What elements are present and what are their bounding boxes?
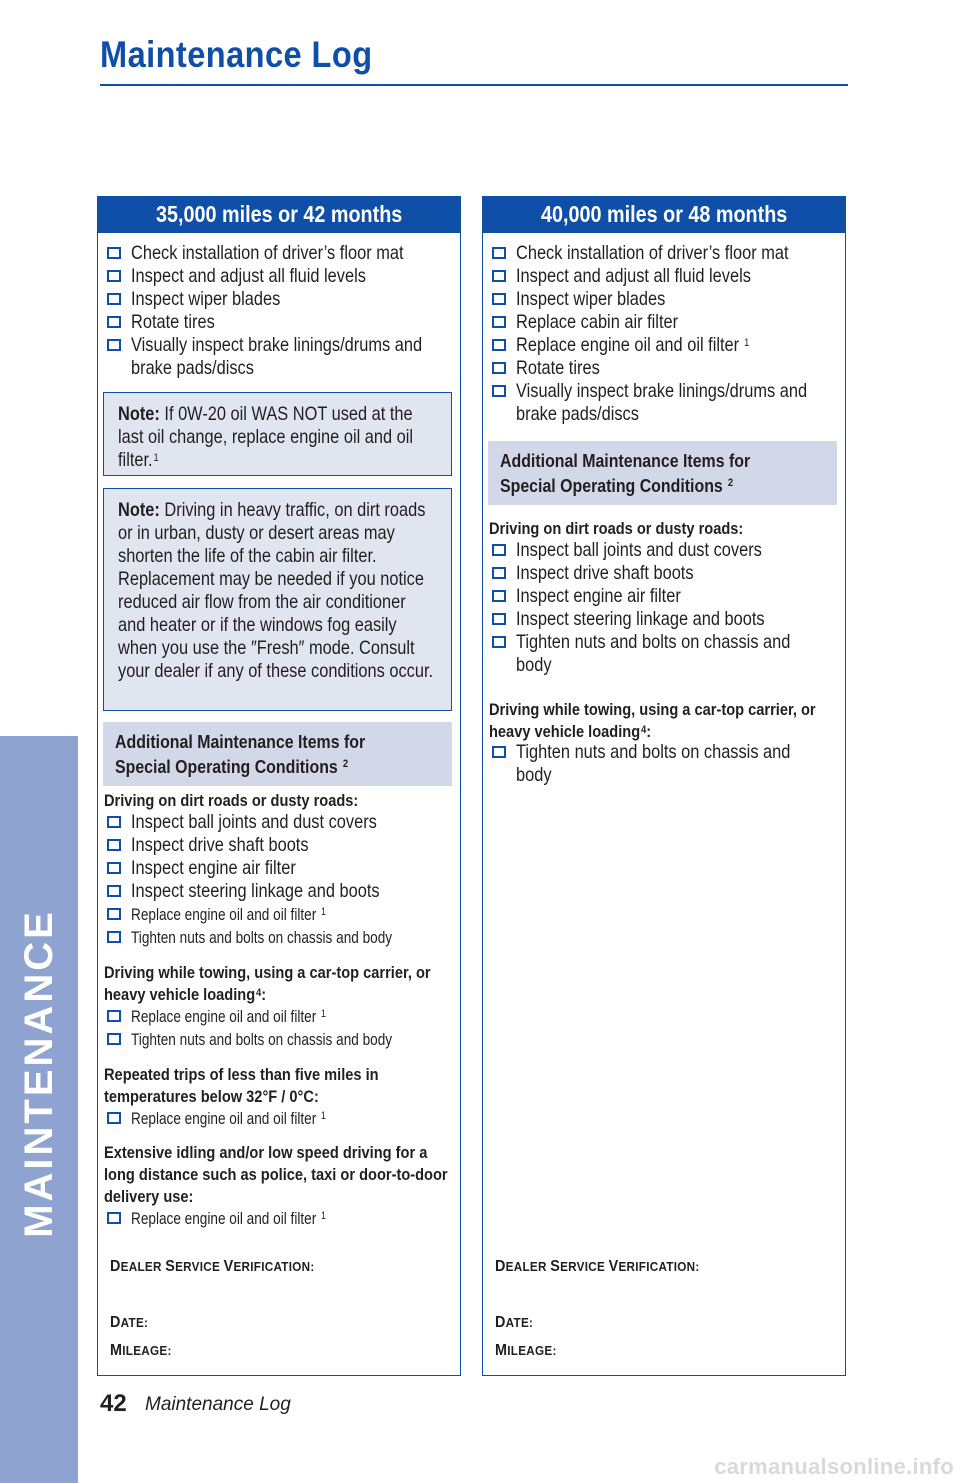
- towing-heading: Driving while towing, using a car-top carrier, or heavy vehicle loading$^4$:: [489, 700, 816, 741]
- checkbox[interactable]: [492, 247, 506, 259]
- checklist-item: Replace engine oil and oil filter $^1$: [105, 1207, 456, 1230]
- checklist: [490, 242, 841, 426]
- checklist-item-continued: body: [516, 654, 552, 676]
- watermark: carmanualsonline.info: [714, 1454, 954, 1479]
- checklist-item: Tighten nuts and bolts on chassis and: [490, 631, 841, 654]
- checklist-item: Replace engine oil and oil filter $^1$: [490, 334, 841, 357]
- checklist-item: Tighten nuts and bolts on chassis and body: [105, 926, 456, 949]
- checkbox[interactable]: [492, 636, 506, 648]
- checkbox[interactable]: [107, 339, 121, 351]
- checkbox[interactable]: [107, 293, 121, 305]
- side-tab-label: MAINTENANCE: [16, 909, 61, 1238]
- checkbox[interactable]: [107, 270, 121, 282]
- checkbox[interactable]: [107, 839, 121, 851]
- checklist-item: Inspect drive shaft boots: [105, 834, 456, 857]
- checklist-item: Visually inspect brake linings/drums and: [490, 380, 841, 403]
- checklist-item: Tighten nuts and bolts on chassis and: [490, 741, 841, 764]
- checkbox[interactable]: [492, 567, 506, 579]
- dirt-roads-list: [105, 811, 456, 949]
- checklist-item: Inspect ball joints and dust covers: [490, 539, 841, 562]
- note-cabin-filter: Note: Driving in heavy traffic, on dirt roads or in urban, dusty or desert areas may shorten the life of the cabin air filter. Replacement may be needed if you notice reduced air flow from the air conditioner and heater or if the windows fog easily when you use the ″Fresh″ mode. Consult your dealer if any of these conditions occur.: [103, 488, 452, 711]
- checkbox[interactable]: [107, 931, 121, 943]
- checklist-item: Visually inspect brake linings/drums and: [105, 334, 456, 357]
- schedule-header: 40,000 miles or 48 months: [482, 196, 846, 233]
- schedule-40000: [482, 196, 846, 1376]
- page-number: 42: [100, 1390, 127, 1417]
- checkbox[interactable]: [492, 316, 506, 328]
- checkbox[interactable]: [492, 293, 506, 305]
- checkbox[interactable]: [492, 590, 506, 602]
- checkbox[interactable]: [107, 862, 121, 874]
- checkbox[interactable]: [107, 316, 121, 328]
- checkbox[interactable]: [107, 908, 121, 920]
- checkbox[interactable]: [107, 1112, 121, 1124]
- side-tab: [0, 736, 78, 1483]
- checklist-item: Replace engine oil and oil filter $^1$: [105, 1005, 456, 1028]
- idling-list: [105, 1207, 456, 1230]
- towing-list: [105, 1005, 456, 1051]
- checklist-item: Inspect engine air filter: [490, 585, 841, 608]
- checklist-item: Replace engine oil and oil filter $^1$: [105, 903, 456, 926]
- short-trips-heading: Repeated trips of less than five miles in temperatures below 32°F / 0°C:: [104, 1065, 379, 1106]
- checklist-item: Tighten nuts and bolts on chassis and body: [105, 1028, 456, 1051]
- checklist-item: Inspect wiper blades: [105, 288, 456, 311]
- mileage-label: MILEAGE:: [110, 1342, 172, 1359]
- schedule-header: 35,000 miles or 42 months: [97, 196, 461, 233]
- checklist-item: Check installation of driver’s floor mat: [490, 242, 841, 265]
- date-label: DATE:: [110, 1314, 149, 1331]
- schedule-35000: [97, 196, 461, 1376]
- checkbox[interactable]: [107, 247, 121, 259]
- checkbox[interactable]: [107, 1033, 121, 1045]
- short-trips-list: [105, 1107, 456, 1130]
- checkbox[interactable]: [107, 1010, 121, 1022]
- dirt-roads-list: [490, 539, 841, 677]
- checklist-item: Inspect and adjust all fluid levels: [105, 265, 456, 288]
- towing-heading: Driving while towing, using a car-top carrier, or heavy vehicle loading$^4$:: [104, 963, 431, 1004]
- checkbox[interactable]: [492, 339, 506, 351]
- dirt-roads-heading: Driving on dirt roads or dusty roads:: [104, 791, 359, 810]
- checklist-item-continued: body: [516, 764, 552, 786]
- idling-heading: Extensive idling and/or low speed driving for a long distance such as police, taxi or door-to-door delivery use:: [104, 1143, 448, 1206]
- checklist-item: Inspect ball joints and dust covers: [105, 811, 456, 834]
- checklist: [105, 242, 456, 380]
- footer-label: Maintenance Log: [145, 1394, 291, 1415]
- checkbox[interactable]: [492, 544, 506, 556]
- checklist-item: Replace cabin air filter: [490, 311, 841, 334]
- note-oil: Note: If 0W-20 oil WAS NOT used at the last oil change, replace engine oil and oil filter.$^1$: [103, 392, 452, 476]
- towing-list: [490, 741, 841, 787]
- additional-items-heading: Additional Maintenance Items for Special Operating Conditions $^2$: [488, 441, 837, 505]
- title-rule: [100, 84, 848, 86]
- checkbox[interactable]: [107, 885, 121, 897]
- checkbox[interactable]: [492, 613, 506, 625]
- checkbox[interactable]: [492, 746, 506, 758]
- checkbox[interactable]: [492, 362, 506, 374]
- checkbox[interactable]: [107, 816, 121, 828]
- date-label: DATE:: [495, 1314, 534, 1331]
- checkbox[interactable]: [492, 270, 506, 282]
- page-title: Maintenance Log: [100, 34, 373, 75]
- checkbox[interactable]: [107, 1212, 121, 1224]
- checklist-item: Inspect and adjust all fluid levels: [490, 265, 841, 288]
- checklist-item: Check installation of driver’s floor mat: [105, 242, 456, 265]
- checklist-item: Inspect steering linkage and boots: [105, 880, 456, 903]
- checklist-item: Inspect wiper blades: [490, 288, 841, 311]
- checkbox[interactable]: [492, 385, 506, 397]
- mileage-label: MILEAGE:: [495, 1342, 557, 1359]
- checklist-item-continued: brake pads/discs: [131, 357, 254, 379]
- checklist-item: Inspect steering linkage and boots: [490, 608, 841, 631]
- dealer-service-verification-label: DEALER SERVICE VERIFICATION:: [110, 1258, 315, 1275]
- checklist-item-continued: brake pads/discs: [516, 403, 639, 425]
- dirt-roads-heading: Driving on dirt roads or dusty roads:: [489, 519, 744, 538]
- checklist-item: Rotate tires: [490, 357, 841, 380]
- checklist-item: Inspect drive shaft boots: [490, 562, 841, 585]
- checklist-item: Replace engine oil and oil filter $^1$: [105, 1107, 456, 1130]
- dealer-service-verification-label: DEALER SERVICE VERIFICATION:: [495, 1258, 700, 1275]
- additional-items-heading: Additional Maintenance Items for Special Operating Conditions $^2$: [103, 722, 452, 786]
- checklist-item: Rotate tires: [105, 311, 456, 334]
- checklist-item: Inspect engine air filter: [105, 857, 456, 880]
